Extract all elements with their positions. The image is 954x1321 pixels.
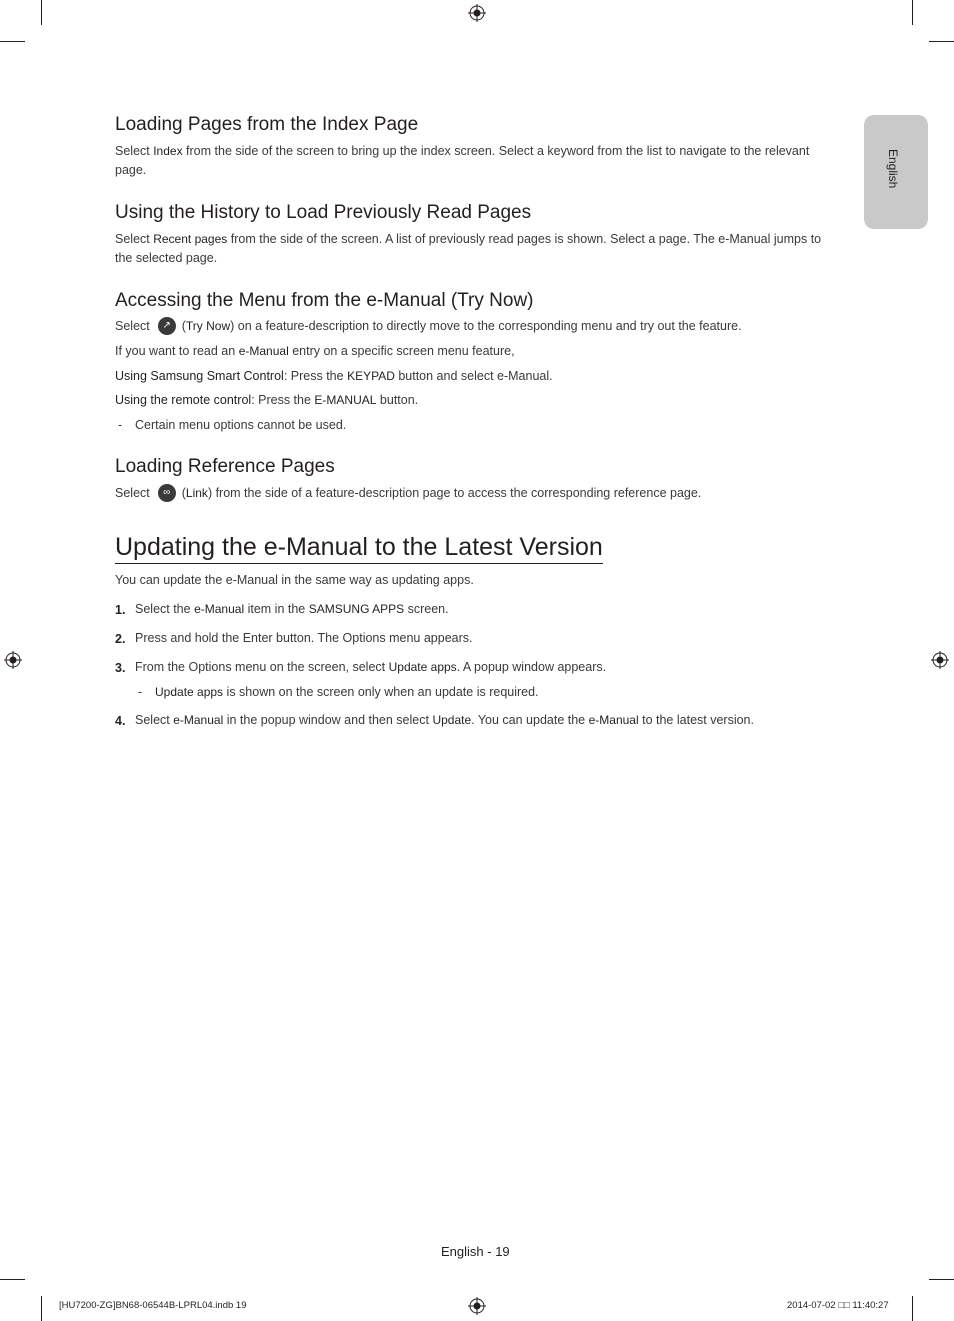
sub-note-dash: - [138, 685, 143, 699]
trynow-line-3: Using Samsung Smart Control: Press the KEYPAD button and select e-Manual. [115, 369, 553, 383]
index-paragraph: Select Index from the side of the screen to bring up the index screen. Select a keyword from the list to navigate to the relevant page. [115, 144, 810, 177]
page-number: English - 19 [441, 1244, 510, 1259]
registration-mark-icon [468, 1297, 486, 1315]
crop-mark [929, 41, 954, 42]
step-3: From the Options menu on the screen, select Update apps. A popup window appears. [135, 660, 607, 674]
term-remote-control: Using the remote control [115, 393, 252, 407]
term-e-manual: e-Manual [238, 344, 289, 358]
link-icon: ∞ [158, 484, 176, 502]
step-number: 1. [115, 603, 126, 617]
language-tab-label: English [886, 149, 900, 189]
registration-mark-icon [4, 651, 22, 669]
history-paragraph: Select Recent pages from the side of the screen. A list of previously read pages is shown. Select a page. The e-Manual jumps to the selected page. [115, 232, 822, 265]
registration-mark-icon [931, 651, 949, 669]
crop-mark [912, 0, 913, 25]
step-2: Press and hold the Enter button. The Options menu appears. [135, 631, 473, 645]
note-dash: - [118, 418, 123, 432]
trynow-line-2: If you want to read an e-Manual entry on a specific screen menu feature, [115, 344, 515, 358]
language-side-tab [864, 115, 928, 229]
crop-mark [0, 41, 25, 42]
trynow-line-1: Select ↗ (Try Now) on a feature-description to directly move to the corresponding menu and try out the feature. [115, 317, 837, 336]
section-heading-history: Using the History to Load Previously Read Pages [115, 202, 532, 223]
step-4: Select e-Manual in the popup window and then select Update. You can update the e-Manual to the latest version. [135, 713, 754, 727]
crop-mark [41, 0, 42, 25]
crop-mark [912, 1296, 913, 1321]
try-now-icon: ↗ [158, 317, 176, 335]
registration-mark-icon [468, 4, 486, 22]
step-number: 4. [115, 714, 126, 728]
crop-mark [0, 1279, 25, 1280]
step-number: 2. [115, 632, 126, 646]
section-heading-trynow: Accessing the Menu from the e-Manual (Try Now) [115, 290, 534, 311]
section-heading-reference: Loading Reference Pages [115, 456, 335, 477]
term-index: Index [153, 144, 183, 158]
trynow-line-4: Using the remote control: Press the E-MANUAL button. [115, 393, 419, 407]
chapter-title: Updating the e-Manual to the Latest Version [115, 533, 603, 564]
term-smart-control: Using Samsung Smart Control [115, 369, 284, 383]
term-link: Link [185, 486, 208, 500]
print-slug-right: 2014-07-02 □□ 11:40:27 [787, 1300, 889, 1311]
crop-mark [929, 1279, 954, 1280]
section-heading-index: Loading Pages from the Index Page [115, 114, 419, 135]
update-intro: You can update the e-Manual in the same way as updating apps. [115, 573, 474, 587]
print-slug-left: [HU7200-ZG]BN68-06544B-LPRL04.indb 19 [59, 1300, 247, 1311]
step-number: 3. [115, 661, 126, 675]
trynow-note: Certain menu options cannot be used. [135, 418, 347, 432]
step-1: Select the e-Manual item in the SAMSUNG APPS screen. [135, 602, 449, 616]
step-3-sub-note: Update apps is shown on the screen only when an update is required. [155, 685, 539, 699]
term-recent-pages: Recent pages [153, 232, 228, 246]
term-e-manual-button: E-MANUAL [314, 393, 377, 407]
term-try-now: Try Now [185, 319, 231, 333]
term-keypad: KEYPAD [347, 369, 395, 383]
crop-mark [41, 1296, 42, 1321]
reference-paragraph: Select ∞ (Link) from the side of a feature-description page to access the corresponding reference page. [115, 484, 837, 503]
